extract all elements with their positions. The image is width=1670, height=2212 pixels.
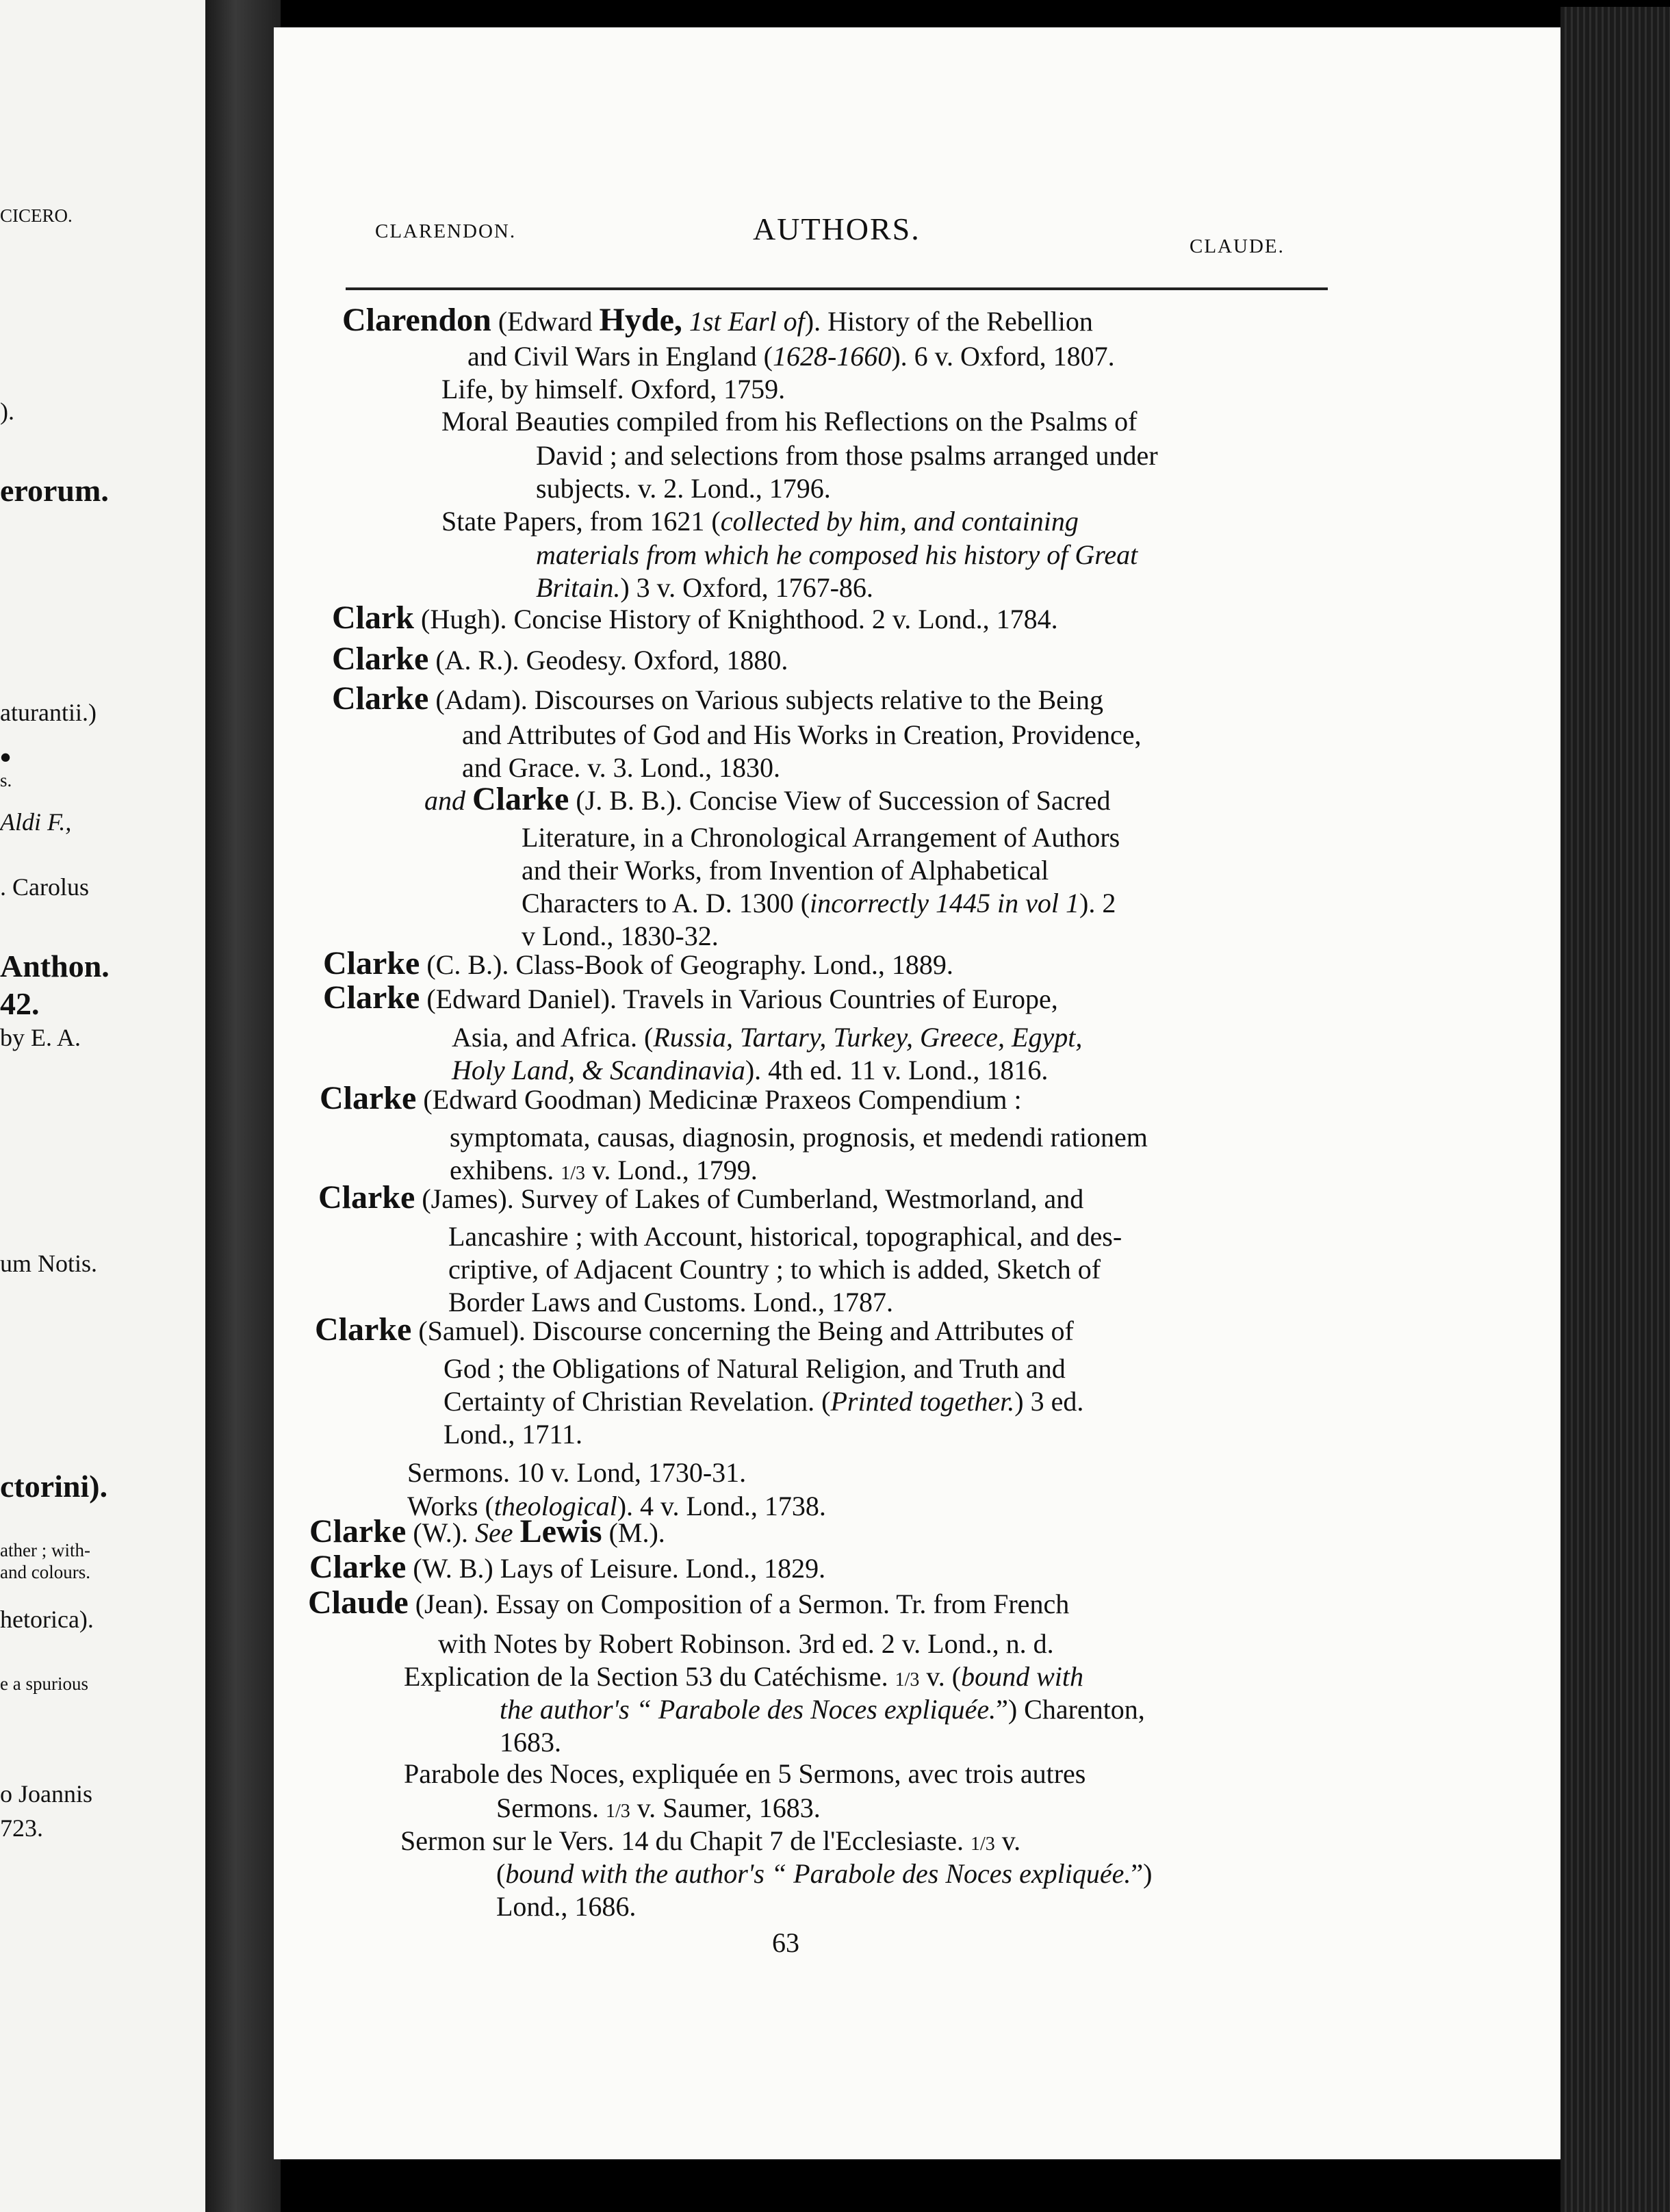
text-line xyxy=(315,1311,1074,1348)
text-run: Explication de la Section 53 du Catéchisme. xyxy=(404,1661,895,1692)
author-heading: Lewis xyxy=(519,1513,602,1549)
italic-text: collected by him, and containing xyxy=(720,506,1079,537)
left-page-fragment: aturantii.) xyxy=(0,699,97,726)
text-run: (M.). xyxy=(602,1517,665,1548)
text-line xyxy=(536,539,1138,571)
text-run: ”) xyxy=(1131,1858,1153,1889)
text-run: ). 4th ed. 11 v. Lond., 1816. xyxy=(745,1055,1049,1085)
left-page xyxy=(0,0,205,2212)
text-run: God ; the Obligations of Natural Religion, and Truth and xyxy=(444,1353,1066,1384)
text-run: criptive, of Adjacent Country ; to which is added, Sketch of xyxy=(448,1254,1101,1285)
italic-text: Holy Land, & Scandinavia xyxy=(452,1055,745,1085)
fraction: 1/3 xyxy=(895,1669,920,1690)
text-line xyxy=(332,640,788,678)
text-run: Works ( xyxy=(407,1491,494,1521)
left-page-fragment: um Notis. xyxy=(0,1250,98,1277)
text-line xyxy=(323,979,1058,1016)
text-run: Parabole des Noces, expliquée en 5 Sermons, avec trois autres xyxy=(404,1758,1086,1789)
text-line xyxy=(438,1628,1054,1660)
author-heading: Clarke xyxy=(309,1513,407,1549)
left-page-fragment: Aldi F., xyxy=(0,808,72,836)
text-run: and Attributes of God and His Works in Creation, Providence, xyxy=(462,719,1142,750)
text-run: (Edward Goodman) Medicinæ Praxeos Compendium : xyxy=(416,1084,1022,1115)
left-page-fragment: 723. xyxy=(0,1814,43,1842)
text-run: Lond., 1686. xyxy=(496,1891,637,1922)
text-run: Sermons. 10 v. Lond, 1730-31. xyxy=(407,1457,747,1488)
text-run: (A. R.). Geodesy. Oxford, 1880. xyxy=(428,645,788,676)
author-heading: Clarke xyxy=(323,979,420,1016)
text-run: ( xyxy=(496,1858,506,1889)
left-page-fragment: ather ; with- xyxy=(0,1540,90,1560)
text-line xyxy=(441,405,1137,437)
author-heading: Clarke xyxy=(323,945,420,981)
running-head-right: CLAUDE. xyxy=(1190,235,1285,257)
text-run: v. Lond., 1799. xyxy=(584,1155,758,1185)
text-line xyxy=(522,887,1116,919)
text-line xyxy=(536,439,1158,472)
text-run: (C. B.). Class-Book of Geography. Lond., 1889. xyxy=(420,949,953,980)
text-run: symptomata, causas, diagnosin, prognosis, et medendi rationem xyxy=(450,1122,1148,1153)
left-page-fragment: • xyxy=(0,740,12,775)
italic-text: Britain. xyxy=(536,572,621,603)
text-run: ). 6 v. Oxford, 1807. xyxy=(891,341,1115,372)
text-line xyxy=(452,1021,1082,1053)
text-run: (Hugh). Concise History of Knighthood. 2 v. Lond., 1784. xyxy=(414,604,1058,634)
left-page-fragment: s. xyxy=(0,770,12,790)
italic-text: materials from which he composed his history of Great xyxy=(536,539,1138,570)
text-line xyxy=(496,1857,1152,1890)
author-heading: Clarke xyxy=(472,781,569,817)
text-run: David ; and selections from those psalms arranged under xyxy=(536,440,1158,471)
text-line xyxy=(444,1352,1066,1385)
text-run: 1683. xyxy=(500,1727,561,1758)
author-heading: Clarke xyxy=(315,1311,412,1348)
text-line xyxy=(342,301,1093,339)
text-line xyxy=(400,1825,1020,1857)
left-page-fragment: o Joannis xyxy=(0,1780,92,1808)
author-heading: Clarke xyxy=(318,1179,415,1216)
italic-text: Printed together. xyxy=(830,1386,1015,1417)
left-page-fragment: e a spurious xyxy=(0,1673,88,1694)
italic-text: theological xyxy=(493,1491,617,1521)
text-run: (James). Survey of Lakes of Cumberland, Westmorland, and xyxy=(415,1183,1084,1214)
text-line xyxy=(448,1220,1122,1252)
text-run: Lancashire ; with Account, historical, topographical, and des- xyxy=(448,1221,1122,1252)
text-run: Life, by himself. Oxford, 1759. xyxy=(441,374,786,404)
text-run: (W.). xyxy=(406,1517,476,1548)
text-run: (W. B.) Lays of Leisure. Lond., 1829. xyxy=(406,1553,826,1584)
text-line xyxy=(496,1792,821,1824)
text-run: and their Works, from Invention of Alphabetical xyxy=(522,855,1049,886)
author-heading: Clarendon xyxy=(342,302,491,338)
italic-text: incorrectly 1445 in vol 1 xyxy=(810,888,1079,918)
text-line xyxy=(467,340,1115,372)
page-edges xyxy=(1560,7,1670,2212)
author-heading: Clarke xyxy=(332,641,429,677)
italic-text: bound with xyxy=(961,1661,1084,1692)
left-page-fragment: ctorini). xyxy=(0,1469,108,1504)
fraction: 1/3 xyxy=(970,1834,995,1855)
italic-text: See xyxy=(475,1517,520,1548)
text-run: subjects. v. 2. Lond., 1796. xyxy=(536,473,831,504)
page-number: 63 xyxy=(772,1927,799,1958)
text-run: Border Laws and Customs. Lond., 1787. xyxy=(448,1287,893,1317)
text-line xyxy=(522,821,1120,853)
text-run: exhibens. xyxy=(450,1155,561,1185)
italic-text: the author's “ Parabole des Noces expliquée. xyxy=(500,1694,997,1725)
left-page-fragment: Anthon. xyxy=(0,949,110,983)
italic-text: 1628-1660 xyxy=(772,341,892,372)
book-gutter xyxy=(205,0,281,2212)
author-heading: Clark xyxy=(332,600,414,636)
author-heading: Clarke xyxy=(309,1549,407,1585)
text-line xyxy=(496,1890,636,1922)
text-line xyxy=(407,1456,746,1489)
left-page-fragment: 42. xyxy=(0,986,40,1021)
text-line xyxy=(320,1079,1022,1117)
text-run: Lond., 1711. xyxy=(444,1419,582,1450)
page-title: AUTHORS. xyxy=(753,211,921,246)
italic-text: 1st Earl of xyxy=(682,306,805,337)
text-run: State Papers, from 1621 ( xyxy=(441,506,721,537)
text-run: ) 3 ed. xyxy=(1014,1386,1084,1417)
left-page-fragment: . Carolus xyxy=(0,873,89,901)
author-heading: Hyde, xyxy=(599,302,682,338)
text-run: and Civil Wars in England ( xyxy=(467,341,773,372)
text-run: Characters to A. D. 1300 ( xyxy=(522,888,810,918)
text-line xyxy=(424,780,1110,818)
text-line xyxy=(404,1660,1083,1693)
text-line xyxy=(441,505,1079,537)
text-run: (J. B. B.). Concise View of Succession of Sacred xyxy=(569,785,1111,816)
text-line xyxy=(536,472,831,504)
text-run: Certainty of Christian Revelation. ( xyxy=(444,1386,831,1417)
italic-text: and xyxy=(424,785,472,816)
text-run: v. Saumer, 1683. xyxy=(630,1792,821,1823)
text-run: with Notes by Robert Robinson. 3rd ed. 2 v. Lond., n. d. xyxy=(438,1628,1054,1659)
text-line xyxy=(500,1726,561,1758)
text-run: (Adam). Discourses on Various subjects relative to the Being xyxy=(428,684,1104,715)
text-run: ) 3 v. Oxford, 1767-86. xyxy=(620,572,873,603)
text-line xyxy=(332,599,1058,636)
text-run: ). 4 v. Lond., 1738. xyxy=(617,1491,826,1521)
left-page-fragment: and colours. xyxy=(0,1562,90,1582)
text-line xyxy=(450,1121,1148,1153)
left-page-fragment: erorum. xyxy=(0,473,109,508)
text-run: Asia, and Africa. ( xyxy=(452,1022,654,1053)
text-line xyxy=(441,373,785,405)
text-run: ). History of the Rebellion xyxy=(804,306,1093,337)
text-line xyxy=(332,680,1103,717)
text-line xyxy=(448,1253,1101,1285)
italic-text: Russia, Tartary, Turkey, Greece, Egypt, xyxy=(653,1022,1083,1053)
text-run: ”) Charenton, xyxy=(996,1694,1145,1725)
author-heading: Claude xyxy=(308,1584,409,1621)
text-line xyxy=(444,1418,582,1450)
italic-text: bound with the author's “ Parabole des Noces expliquée. xyxy=(505,1858,1131,1889)
text-line xyxy=(444,1385,1083,1417)
author-heading: Clarke xyxy=(320,1080,417,1116)
left-page-fragment: by E. A. xyxy=(0,1024,81,1051)
text-run: (Samuel). Discourse concerning the Being and Attributes of xyxy=(411,1315,1074,1346)
text-run: (Edward xyxy=(491,306,600,337)
text-line xyxy=(323,944,953,982)
text-run: (Edward Daniel). Travels in Various Countries of Europe, xyxy=(420,983,1058,1014)
text-line xyxy=(309,1513,665,1550)
text-line xyxy=(308,1584,1069,1621)
text-run: ). 2 xyxy=(1079,888,1116,918)
header-rule xyxy=(346,287,1328,290)
text-line xyxy=(462,719,1142,751)
text-run: v. xyxy=(994,1825,1021,1856)
text-line xyxy=(500,1693,1145,1725)
left-page-fragment: ). xyxy=(0,398,14,425)
text-run: Sermon sur le Vers. 14 du Chapit 7 de l'Ecclesiaste. xyxy=(400,1825,971,1856)
text-run: Literature, in a Chronological Arrangement of Authors xyxy=(522,822,1120,853)
fraction: 1/3 xyxy=(606,1801,630,1822)
text-line xyxy=(404,1758,1086,1790)
text-line xyxy=(522,854,1049,886)
text-run: Sermons. xyxy=(496,1792,606,1823)
text-run: and Grace. v. 3. Lond., 1830. xyxy=(462,752,781,783)
left-page-fragment: hetorica). xyxy=(0,1606,94,1633)
text-line xyxy=(309,1548,825,1586)
left-page-fragment: CICERO. xyxy=(0,205,73,226)
text-run: Moral Beauties compiled from his Reflections on the Psalms of xyxy=(441,406,1138,437)
running-head-left: CLARENDON. xyxy=(375,220,517,242)
text-run: v Lond., 1830-32. xyxy=(522,921,719,951)
text-run: v. ( xyxy=(919,1661,962,1692)
text-line xyxy=(462,751,780,784)
text-run: (Jean). Essay on Composition of a Sermon. Tr. from French xyxy=(408,1589,1070,1619)
fraction: 1/3 xyxy=(561,1163,585,1184)
author-heading: Clarke xyxy=(332,680,429,717)
text-line xyxy=(318,1179,1083,1216)
